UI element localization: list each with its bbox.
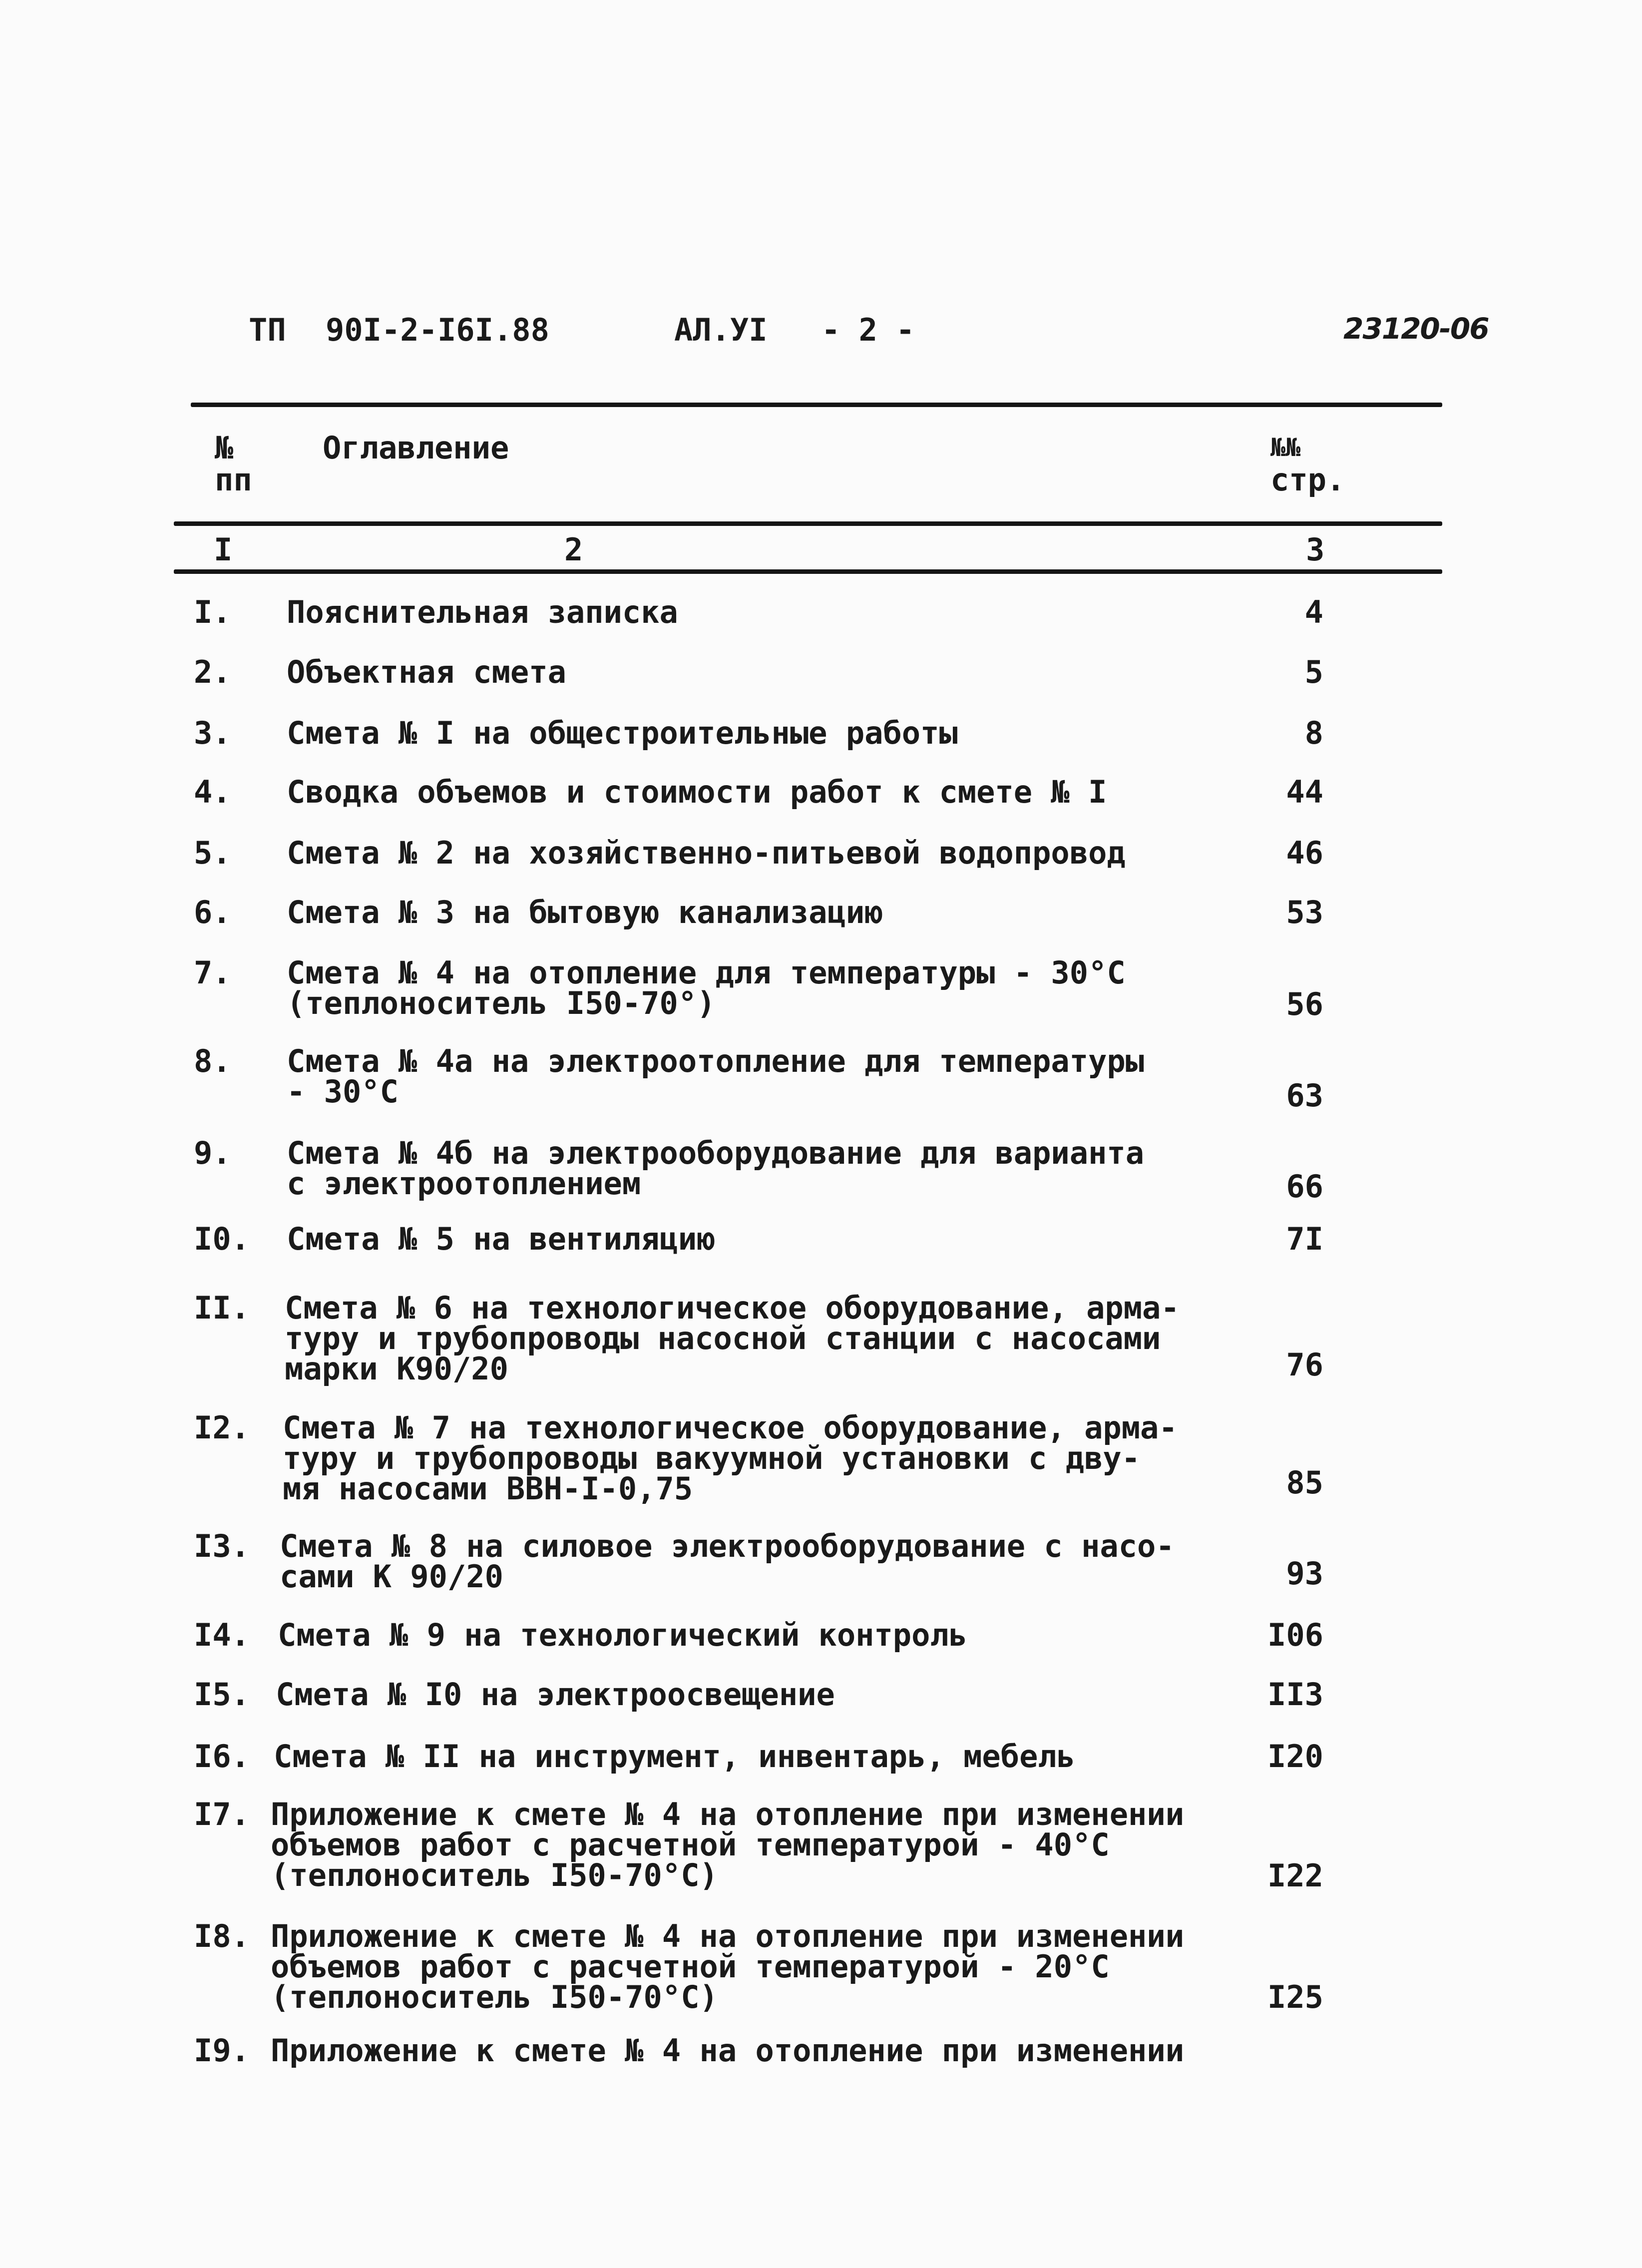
entry-page: 63 (1286, 1077, 1323, 1114)
entry-number: I9. (194, 2032, 250, 2069)
entry-number: 5. (194, 835, 231, 871)
entry-number: 7. (194, 954, 231, 991)
entry-title-line: (теплоноситель I50-70°) (287, 985, 716, 1021)
entry-title-line: Смета № 9 на технологический контроль (278, 1617, 968, 1653)
entry-title-line: объемов работ с расчетной температурой - 20°С (271, 1948, 1110, 1985)
entry-title-line: Смета № 3 на бытовую канализацию (287, 894, 883, 930)
entry-number: 4. (194, 774, 231, 810)
entry-title-line: Смета № I на общестроительные работы (287, 715, 958, 751)
entry-title-line: марки К90/20 (285, 1351, 508, 1387)
entry-title-line: объемов работ с расчетной температурой - 40°С (271, 1826, 1110, 1863)
entry-title-line: туру и трубопроводы насосной станции с насосами (285, 1320, 1161, 1357)
entry-number: 2. (194, 654, 231, 690)
entry-page: I06 (1267, 1617, 1323, 1653)
entry-number: II. (194, 1290, 250, 1326)
entry-page: 44 (1286, 774, 1323, 810)
entry-page: 5 (1304, 654, 1323, 690)
entry-title-line: Смета № I0 на электроосвещение (276, 1676, 835, 1713)
entry-title-line: мя насосами ВВН-I-0,75 (283, 1470, 693, 1507)
entry-number: I0. (194, 1221, 250, 1257)
entry-number: I7. (194, 1796, 250, 1832)
entry-title-line: Смета № 5 на вентиляцию (287, 1221, 716, 1257)
entry-number: I2. (194, 1409, 250, 1446)
entry-title-line: Смета № 7 на технологическое оборудование, арма- (283, 1409, 1178, 1446)
entry-title-line: Приложение к смете № 4 на отопление при изменении (271, 2032, 1185, 2069)
entry-title-line: Сводка объемов и стоимости работ к смете № I (287, 774, 1107, 810)
entry-page: 8 (1304, 715, 1323, 751)
entry-title-line: Смета № 8 на силовое электрооборудование с насо- (280, 1528, 1175, 1564)
entry-number: I3. (194, 1528, 250, 1564)
entry-page: 46 (1286, 835, 1323, 871)
entry-page: 4 (1304, 594, 1323, 630)
entry-number: I4. (194, 1617, 250, 1653)
entry-title-line: Объектная смета (287, 654, 566, 690)
header-rule (174, 521, 1442, 526)
entry-title-line: Смета № 4б на электрооборудование для варианта (287, 1135, 1145, 1171)
entry-title-line: Пояснительная записка (287, 594, 678, 630)
entry-page: I25 (1267, 1979, 1323, 2015)
contents-title: Оглавление (323, 430, 509, 466)
col-number-1: I (214, 531, 233, 568)
col-number-3: 3 (1306, 531, 1325, 568)
entry-number: 6. (194, 894, 231, 930)
entry-page: 7I (1286, 1221, 1323, 1257)
entry-number: I6. (194, 1738, 250, 1775)
entry-page: 76 (1286, 1347, 1323, 1383)
entry-number: 8. (194, 1043, 231, 1079)
entry-title-line: сами К 90/20 (280, 1558, 503, 1595)
entry-page: II3 (1267, 1676, 1323, 1713)
page-label-2: стр. (1270, 461, 1345, 498)
entry-number: 9. (194, 1135, 231, 1171)
top-rule (191, 403, 1442, 407)
header-series: ТП (249, 312, 286, 348)
entry-page: I22 (1267, 1857, 1323, 1894)
entry-title-line: с электроотоплением (287, 1165, 641, 1202)
entry-title-line: Смета № 2 на хозяйственно-питьевой водопровод (287, 835, 1126, 871)
entry-title-line: Приложение к смете № 4 на отопление при изменении (271, 1796, 1185, 1832)
entry-title-line: (теплоноситель I50-70°С) (271, 1857, 718, 1893)
entry-number: I5. (194, 1676, 250, 1713)
num-label: № (215, 430, 234, 466)
entry-title-line: Приложение к смете № 4 на отопление при изменении (271, 1918, 1185, 1954)
entry-title-line: Смета № 6 на технологическое оборудование, арма- (285, 1290, 1180, 1326)
entry-title-line: Смета № 4 на отопление для температуры - 30°С (287, 954, 1126, 991)
entry-number: I8. (194, 1918, 250, 1954)
header-code: 90I-2-I6I.88 (326, 312, 549, 348)
entry-title-line: Смета № 4а на электроотопление для температуры (287, 1043, 1145, 1079)
handwritten-stamp: 23120-06 (1343, 312, 1489, 346)
entry-page: 85 (1286, 1464, 1323, 1501)
entry-page: 93 (1286, 1555, 1323, 1592)
num-label-2: пп (215, 461, 252, 498)
entry-page: 56 (1286, 986, 1323, 1022)
entry-number: I. (194, 594, 231, 630)
entry-page: 53 (1286, 894, 1323, 930)
header-page-number: - 2 - (821, 312, 915, 348)
entry-number: 3. (194, 715, 231, 751)
entry-title-line: (теплоноситель I50-70°С) (271, 1979, 718, 2015)
entry-title-line: - 30°С (287, 1073, 399, 1110)
column-number-rule (174, 569, 1442, 574)
entry-title-line: туру и трубопроводы вакуумной установки с дву- (283, 1440, 1141, 1476)
header-album: АЛ.УI (674, 312, 768, 348)
entry-page: 66 (1286, 1168, 1323, 1205)
entry-page: I20 (1267, 1738, 1323, 1775)
col-number-2: 2 (564, 531, 583, 568)
page-label: №№ (1270, 433, 1301, 462)
entry-title-line: Смета № II на инструмент, инвентарь, мебель (274, 1738, 1076, 1775)
